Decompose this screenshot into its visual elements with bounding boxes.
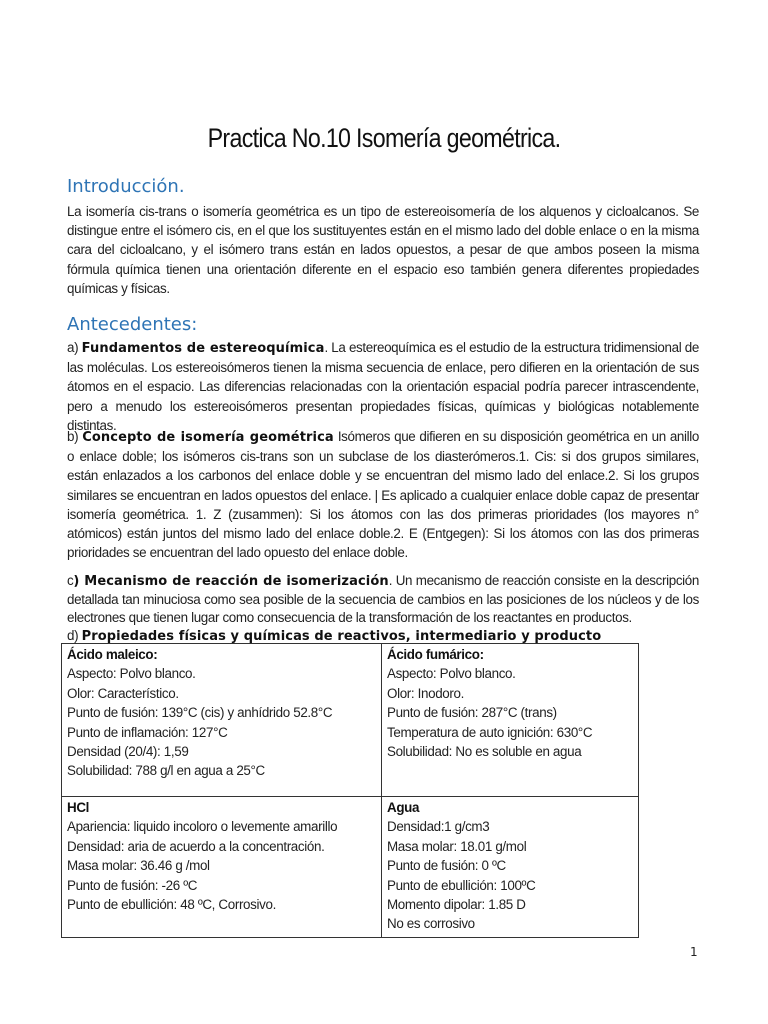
cell-line: Olor: Inodoro. — [387, 685, 464, 701]
section-b-prefix: b) — [67, 429, 83, 444]
cell-line: Densidad: aria de acuerdo a la concentración. — [67, 838, 325, 854]
cell-line: Punto de fusión: 287°C (trans) — [387, 705, 557, 721]
cell-line: Aspecto: Polvo blanco. — [67, 666, 196, 682]
table-cell-water — [382, 797, 639, 938]
section-d-label: Propiedades físicas y químicas de reactivos, intermediario y producto — [81, 629, 602, 644]
properties-table — [61, 643, 639, 938]
section-b-text: Isómeros que difieren en su disposición geométrica en un anillo o enlace doble; los isómeros cis-trans son un subclase de los diasterómeros.1. Cis: si dos grupos similares, están enlazados a los carbonos del enlace doble y se encuentran del mismo lado del enlace.2. Si los grupos similares se encuentran en lados opuestos del enlace. | Es aplicado a cualquier enlace doble capaz de presentar isomería geométrica. 1. Z (zusammen): Si los átomos con las dos primeras prioridades (los mayores n° atómicos) están juntos del mismo lado del enlace doble.2. E (Entgegen): Si los átomos con las dos primeras prioridades se encuentran del lado opuesto del enlace doble. — [67, 429, 700, 561]
cell-line: Temperatura de auto ignición: 630°C — [387, 724, 593, 740]
table-cell-maleic-acid — [62, 644, 382, 797]
cell-line: Momento dipolar: 1.85 D — [387, 897, 526, 913]
cell-line: No es corrosivo — [387, 916, 475, 932]
section-c-prefix: c — [67, 573, 74, 588]
cell-line: Densidad (20/4): 1,59 — [67, 744, 189, 760]
table-cell-hcl — [62, 797, 382, 938]
cell-line: Punto de ebullición: 100ºC — [387, 877, 536, 893]
cell-line: Punto de fusión: 139°C (cis) y anhídrido 52.8°C — [67, 705, 333, 721]
cell-line: Solubilidad: No es soluble en agua — [387, 744, 582, 760]
section-b-label: Concepto de isomería geométrica — [82, 430, 334, 445]
cell-line: Densidad:1 g/cm3 — [387, 819, 490, 835]
page-number: 1 — [690, 945, 698, 959]
table-cell-fumaric-acid — [382, 644, 639, 797]
cell-heading: Ácido maleico: — [67, 647, 158, 662]
section-c-text: . Un mecanismo de reacción consiste en la descripción detallada tan minuciosa como sea posible de la secuencia de cambios en las posiciones de los núcleos y de los electrones que tienen lugar como consecuencia de la transformación de los reactantes en productos. — [67, 573, 699, 625]
cell-line: Aspecto: Polvo blanco. — [387, 666, 516, 682]
intro-heading: Introducción. — [67, 176, 185, 197]
cell-line: Punto de fusión: -26 ºC — [67, 877, 198, 893]
section-b — [67, 427, 699, 562]
cell-heading: Ácido fumárico: — [387, 647, 484, 662]
cell-line: Solubilidad: 788 g/l en agua a 25°C — [67, 763, 265, 779]
section-d-prefix: d) — [67, 628, 82, 643]
antecedentes-heading: Antecedentes: — [67, 314, 198, 335]
section-a — [67, 338, 699, 435]
section-a-label: Fundamentos de estereoquímica — [81, 341, 325, 356]
table-row — [62, 797, 639, 938]
section-a-prefix: a) — [67, 340, 82, 355]
section-a-text: . La estereoquímica es el estudio de la estructura tridimensional de las moléculas. Los estereoisómeros tienen la misma secuencia de enlace, pero difieren en la orientación de sus átomos en el espacio. Las diferencias relacionadas con la orientación espacial podría parecer intrascendente, pero a menudo los estereoisómeros presentan propiedades físicas, químicas y biológicas notablemente distintas. — [67, 340, 700, 433]
cell-line: Apariencia: liquido incoloro o levemente amarillo — [67, 819, 338, 835]
section-c — [67, 572, 699, 627]
cell-line: Masa molar: 18.01 g/mol — [387, 838, 527, 854]
cell-heading: Agua — [387, 800, 420, 815]
section-c-label: ) Mecanismo de reacción de isomerización — [73, 574, 389, 589]
cell-line: Masa molar: 36.46 g /mol — [67, 858, 210, 874]
intro-paragraph: La isomería cis-trans o isomería geométrica es un tipo de estereoisomería de los alquenos y cicloalcanos. Se distingue entre el isómero cis, en el que los sustituyentes están en el mismo lado del doble enlace o en la misma cara del cicloalcano, y el isómero trans están en lados opuestos, a pesar de que ambos poseen la misma fórmula química tienen una orientación diferente en el espacio eso también genera diferentes propiedades químicas y físicas. — [67, 204, 699, 296]
cell-line: Punto de fusión: 0 ºC — [387, 858, 506, 874]
document-title: Practica No.10 Isomería geométrica. — [207, 123, 561, 153]
cell-line: Olor: Característico. — [67, 685, 179, 701]
table-row — [62, 644, 639, 797]
cell-heading: HCl — [67, 800, 90, 815]
cell-line: Punto de ebullición: 48 ºC, Corrosivo. — [67, 897, 276, 913]
cell-line: Punto de inflamación: 127°C — [67, 724, 228, 740]
